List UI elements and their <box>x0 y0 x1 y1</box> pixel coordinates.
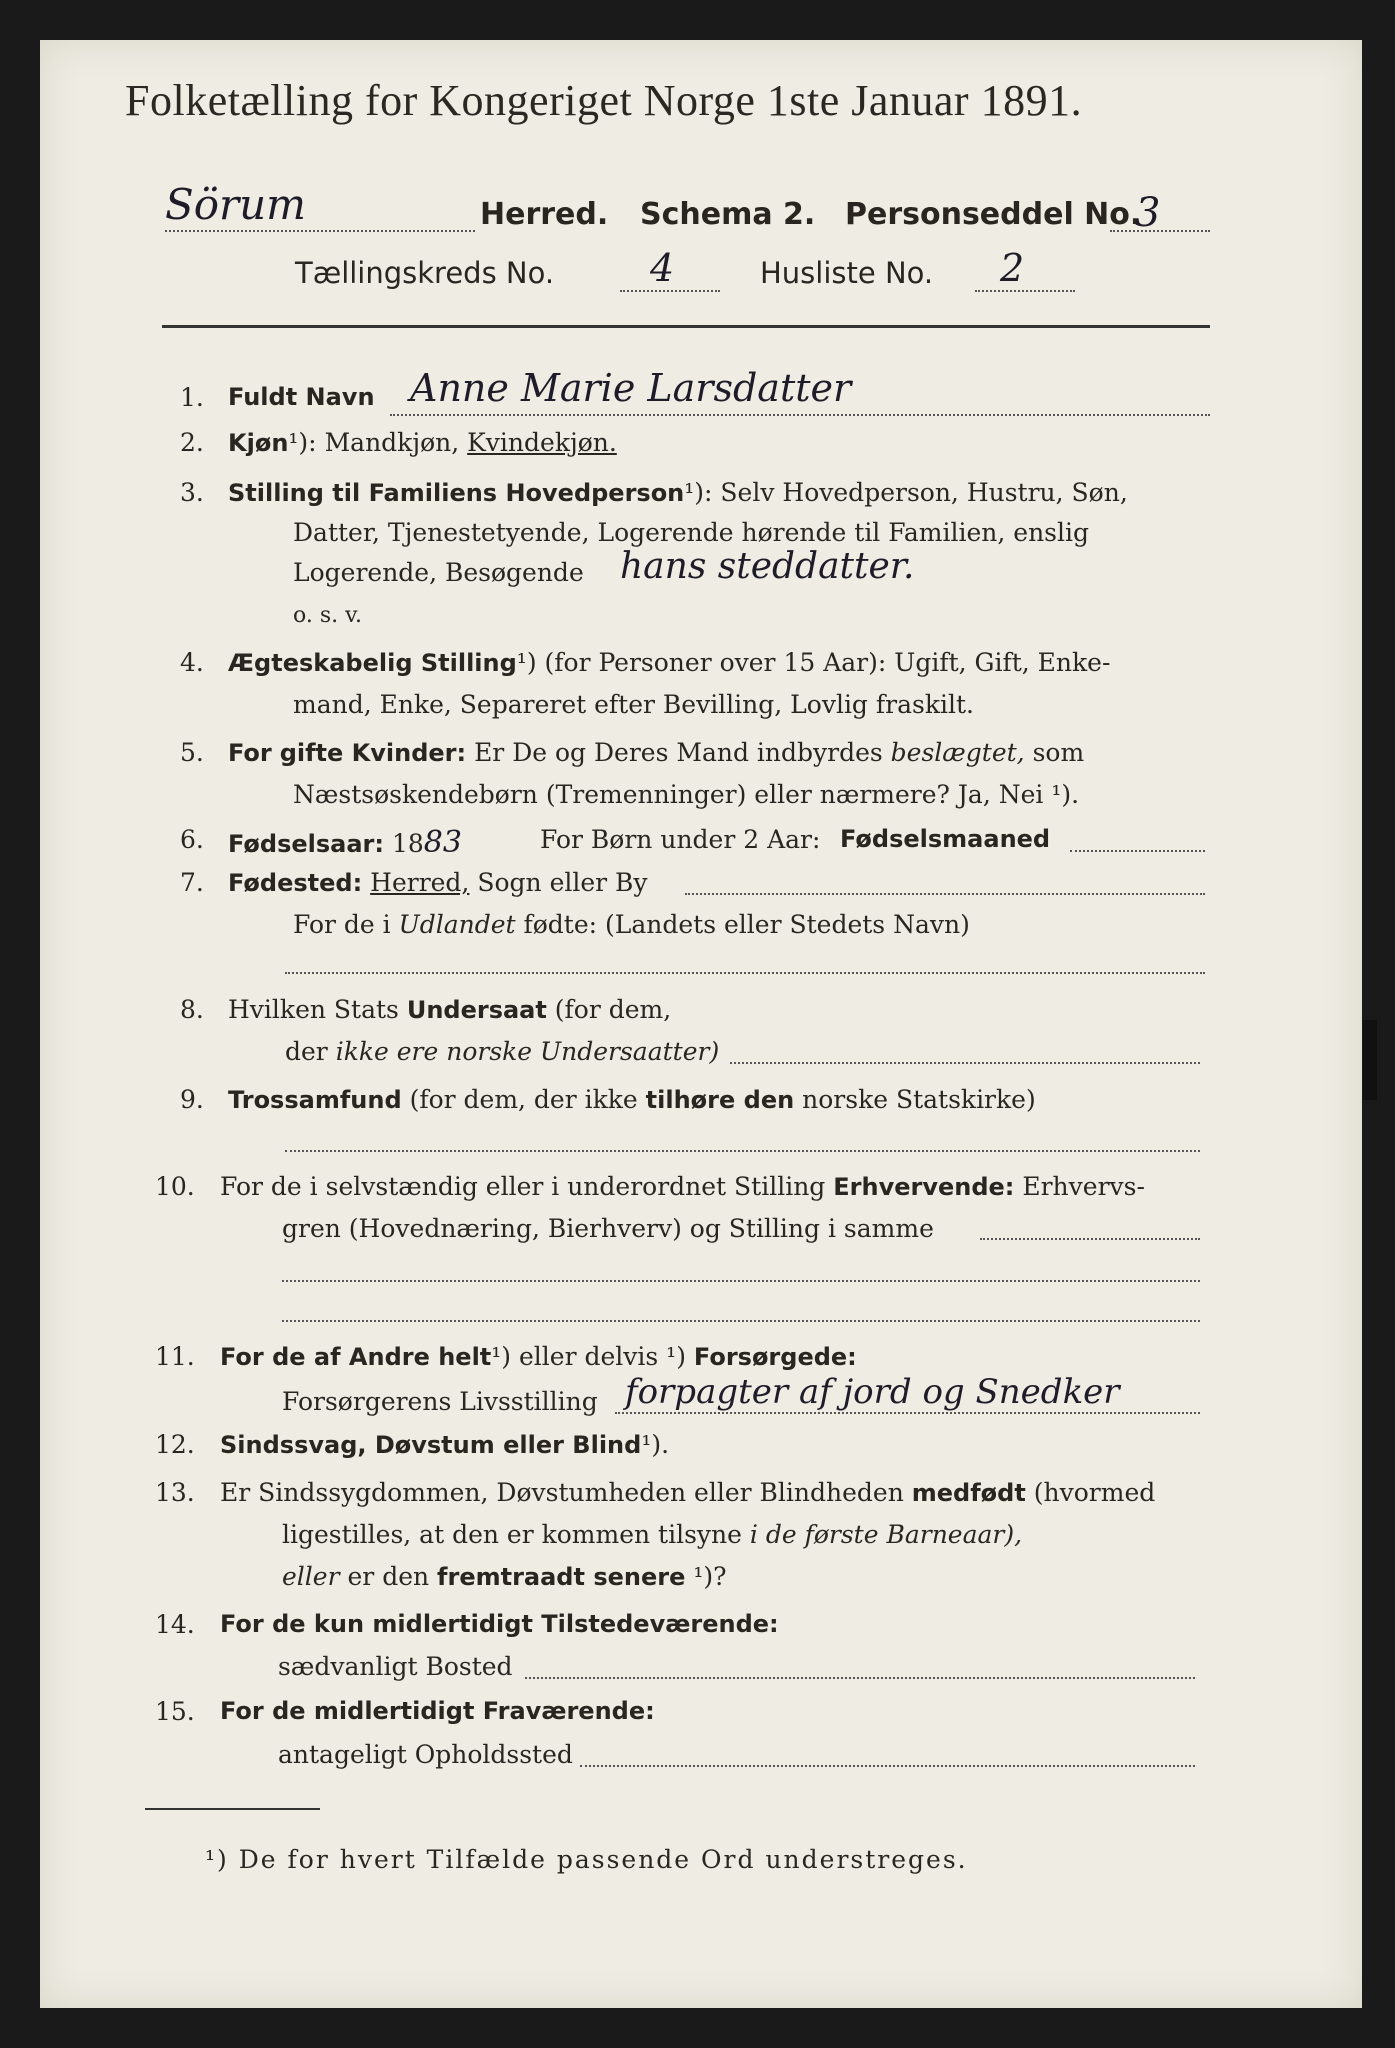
q14-number: 14. <box>155 1610 195 1639</box>
q7-option-b: Sogn eller By <box>477 868 648 897</box>
q8-line-1 <box>228 995 671 1024</box>
q15-number: 15. <box>155 1697 195 1726</box>
q7-dotline-2 <box>285 972 1205 974</box>
q8-label: Undersaat <box>406 996 547 1024</box>
q6-line <box>228 825 462 860</box>
personseddel-value: 3 <box>1135 190 1161 236</box>
footnote-sup: ¹) <box>205 1845 229 1874</box>
q13-line-3 <box>282 1562 727 1591</box>
q13-line-2 <box>282 1520 1022 1549</box>
taellingskreds-value: 4 <box>650 246 675 290</box>
footnote-text: De for hvert Tilfælde passende Ord understreges. <box>238 1845 968 1874</box>
herred-dotline <box>165 230 475 232</box>
q10-text-b: Erhvervs- <box>1022 1172 1145 1201</box>
q13-text-1: Er Sindssygdommen, Døvstumheden eller Blindheden <box>220 1478 904 1507</box>
q11-number: 11. <box>155 1342 195 1371</box>
q14-dotline <box>525 1677 1195 1679</box>
q2-sup: ¹): <box>288 428 317 457</box>
q12-label: Sindssvag, Døvstum eller Blind <box>220 1431 642 1459</box>
herred-value: Sörum <box>165 180 307 229</box>
husliste-dotline <box>975 290 1075 292</box>
q8-text-a: Hvilken Stats <box>228 995 399 1024</box>
q5-line-1 <box>228 738 1084 767</box>
q8-text-b: (for dem, <box>554 995 672 1024</box>
q11-value: forpagter af jord og Snedker <box>625 1372 1120 1412</box>
q15-text-2: antageligt Opholdssted <box>278 1740 573 1769</box>
q4-number: 4. <box>180 648 204 677</box>
q4-line-2: mand, Enke, Separeret efter Bevilling, Lovlig fraskilt. <box>293 690 974 719</box>
q2-option-a: Mandkjøn, <box>324 428 460 457</box>
q1-name-value: Anne Marie Larsdatter <box>410 366 852 410</box>
q1-number: 1. <box>180 383 204 412</box>
q9-number: 9. <box>180 1085 204 1114</box>
q8-text-2: der <box>285 1037 328 1066</box>
q13-text-3-it: eller <box>282 1562 340 1591</box>
q13-text-1-end: (hvormed <box>1033 1478 1156 1507</box>
q7-text-2-it: Udlandet <box>398 910 516 939</box>
q13-text-2-it: i de første Barneaar), <box>749 1520 1023 1549</box>
q12-number: 12. <box>155 1430 195 1459</box>
q13-bold-1: medfødt <box>911 1479 1026 1507</box>
q6-year-value: 83 <box>423 825 462 860</box>
q1-label: Fuldt Navn <box>228 383 375 411</box>
binder-clip <box>1363 1020 1377 1100</box>
q3-line-1 <box>228 478 1128 507</box>
q7-line-1 <box>228 868 648 897</box>
q3-text-1: ¹): Selv Hovedperson, Hustru, Søn, <box>684 478 1128 507</box>
q5-label: gifte Kvinder: <box>279 739 467 767</box>
q10-dotline-2 <box>282 1280 1200 1282</box>
q10-label: Erhvervende: <box>833 1173 1015 1201</box>
q3-label: Stilling til Familiens Hovedperson <box>228 479 685 507</box>
q13-number: 13. <box>155 1478 195 1507</box>
q7-label: Fødested: <box>228 869 363 897</box>
q9-dotline <box>285 1150 1200 1152</box>
q2-label: Kjøn <box>228 429 289 457</box>
q8-dotline <box>730 1062 1200 1064</box>
q11-text-2: Forsørgerens Livsstilling <box>282 1387 598 1416</box>
q13-text-3-end: ¹)? <box>693 1562 727 1591</box>
taellingskreds-label: Tællingskreds No. <box>295 256 555 290</box>
form-title: Folketælling for Kongeriget Norge 1ste Januar 1891. <box>125 76 1083 125</box>
q10-line-2: gren (Hovednæring, Bierhverv) og Stilling i samme <box>282 1214 934 1243</box>
q6-text: For Børn under 2 Aar: <box>540 825 821 854</box>
q15-dotline <box>580 1765 1195 1767</box>
q3-text-3: Logerende, Besøgende <box>293 558 584 587</box>
personseddel-dotline <box>1110 230 1210 232</box>
q12-text: ¹). <box>641 1430 670 1459</box>
q7-line-2 <box>293 910 970 939</box>
q9-bold-2: tilhøre den <box>645 1086 795 1114</box>
q13-line-1 <box>220 1478 1155 1507</box>
q6-label-2: Fødselsmaaned <box>840 825 1051 853</box>
q8-text-2-it: ikke ere norske Undersaatter) <box>335 1037 720 1066</box>
q7-number: 7. <box>180 868 204 897</box>
q10-dotline-1 <box>980 1238 1200 1240</box>
q6-prefix: 18 <box>391 829 424 858</box>
q11-label: For de af Andre helt <box>220 1343 492 1371</box>
q10-text-a: For de i selvstændig eller i underordnet Stilling <box>220 1172 826 1201</box>
husliste-value: 2 <box>1000 246 1025 290</box>
q8-line-2 <box>285 1037 719 1066</box>
q2-option-b: Kvindekjøn. <box>467 428 617 457</box>
q7-dotline-1 <box>685 893 1205 895</box>
q10-dotline-3 <box>282 1320 1200 1322</box>
q5-number: 5. <box>180 738 204 767</box>
q7-option-herred: Herred, <box>370 868 470 897</box>
q5-text-1-it: beslægtet, <box>890 738 1025 767</box>
herred-label: Herred. <box>480 197 609 232</box>
q7-text-2: For de i <box>293 910 391 939</box>
q7-text-2-end: fødte: (Landets eller Stedets Navn) <box>523 910 970 939</box>
q13-text-3: er den <box>347 1562 430 1591</box>
footnote <box>205 1845 968 1874</box>
q14-label: For de kun midlertidigt Tilstedeværende: <box>220 1610 779 1638</box>
q2-number: 2. <box>180 428 204 457</box>
taellingskreds-dotline <box>620 290 720 292</box>
q3-value: hans steddatter. <box>620 546 915 587</box>
q9-text: (for dem, der ikke <box>409 1085 638 1114</box>
q4-line-1 <box>228 648 1110 677</box>
schema-label: Schema 2. <box>640 197 816 232</box>
q14-text-2: sædvanligt Bosted <box>278 1652 513 1681</box>
q5-text-1-end: som <box>1032 738 1085 767</box>
q13-bold-3: fremtraadt senere <box>437 1563 686 1591</box>
header-rule <box>162 325 1210 328</box>
q10-number: 10. <box>155 1172 195 1201</box>
q9-label: Trossamfund <box>228 1086 402 1114</box>
q10-line-1 <box>220 1172 1145 1201</box>
q3-number: 3. <box>180 478 204 507</box>
q5-label-a: For <box>228 739 272 767</box>
q6-dotline <box>1070 850 1205 852</box>
q6-number: 6. <box>180 825 204 854</box>
q5-text-1: Er De og Deres Mand indbyrdes <box>474 738 883 767</box>
q11-dotline <box>615 1412 1200 1414</box>
husliste-label: Husliste No. <box>760 256 934 290</box>
q8-number: 8. <box>180 995 204 1024</box>
q3-line-2: Datter, Tjenestetyende, Logerende hørende til Familien, enslig <box>293 518 1090 547</box>
q15-label: For de midlertidigt Fraværende: <box>220 1697 655 1725</box>
q13-text-2: ligestilles, at den er kommen tilsyne <box>282 1520 742 1549</box>
q12-line <box>220 1430 669 1459</box>
q11-line-1 <box>220 1342 857 1371</box>
footnote-rule <box>145 1808 320 1810</box>
q3-text-4: o. s. v. <box>293 603 362 628</box>
q1-dotline <box>390 414 1210 416</box>
q4-text-1: ¹) (for Personer over 15 Aar): Ugift, Gift, Enke- <box>516 648 1111 677</box>
q9-line <box>228 1085 1036 1114</box>
q5-line-2: Næstsøskendebørn (Tremenninger) eller nærmere? Ja, Nei ¹). <box>293 780 1080 809</box>
q11-text-a: ¹) eller delvis ¹) <box>491 1342 686 1371</box>
q9-text-end: norske Statskirke) <box>802 1085 1036 1114</box>
personseddel-label: Personseddel No. <box>845 197 1142 232</box>
q2-line <box>228 428 617 457</box>
q11-label-2: Forsørgede: <box>693 1343 857 1371</box>
q4-label: Ægteskabelig Stilling <box>228 649 517 677</box>
q6-label: Fødselsaar: <box>228 830 384 858</box>
